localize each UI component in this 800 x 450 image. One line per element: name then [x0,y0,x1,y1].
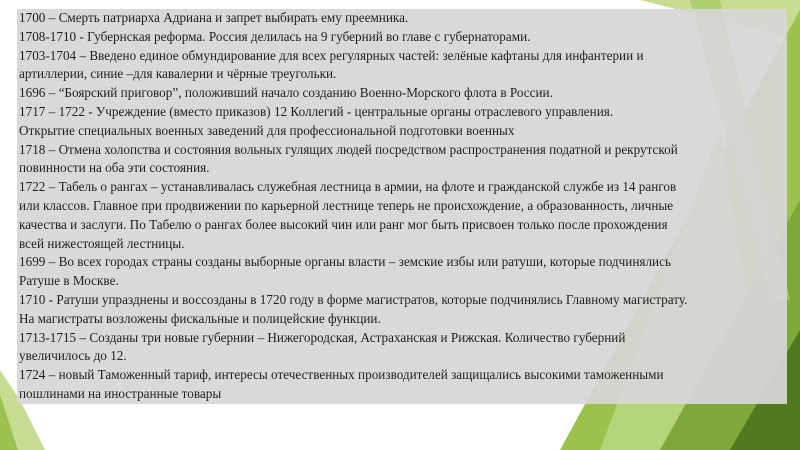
text-line: 1696 – “Боярский приговор”, положивший начало созданию Военно-Морского флота в России. [19,85,553,101]
text-line: артиллерии, синие –для кавалерии и чёрные треугольки. [19,66,337,82]
text-line: Ратуше в Москве. [19,273,119,289]
text-line: или классов. Главное при продвижении по карьерной лестнице теперь не происхождение, а образованность, личные [19,197,674,213]
text-line: всей нижестоящей лестницы. [19,235,185,251]
text-line: качества и заслуги. По Табелю о рангах более высокий чин или ранг мог быть присвоен только после прохождения [19,216,668,232]
text-line: 1717 – 1722 - Учреждение (вместо приказов) 12 Коллегий - центральные органы отраслевого управления. [19,103,614,119]
text-line: 1703-1704 – Введено единое обмундирование для всех регулярных частей: зелёные кафтаны для инфантерии и [19,47,644,63]
text-line: 1713-1715 – Созданы три новые губернии – Нижегородская, Астраханская и Рижская. Количество губерний [19,329,626,345]
text-line: пошлинами на иностранные товары [19,385,222,401]
text-line: 1708-1710 - Губернская реформа. Россия делилась на 9 губерний во главе с губернаторами. [19,28,531,44]
text-line: 1700 – Смерть патриарха Адриана и запрет выбирать ему преемника. [19,10,409,25]
text-line: 1724 – новый Таможенный тариф, интересы отечественных производителей защищались высокими таможенными [19,367,664,383]
text-box [17,9,787,404]
text-line: повинности на оба эти состояния. [19,160,210,176]
text-line: 1699 – Во всех городах страны созданы выборные органы власти – земские избы или ратуши, которые подчинялись [19,254,671,270]
text-line: На магистраты возложены фискальные и полицейские функции. [19,310,381,326]
text-line: 1710 - Ратуши упразднены и воссозданы в 1720 году в форме магистратов, которые подчинялись Главному магистрату. [19,291,688,307]
text-line: увеличилось до 12. [19,348,127,364]
text-line: Открытие специальных военных заведений для профессиональной подготовки военных [19,122,515,138]
text-line: 1722 – Табель о рангах – устанавливалась служебная лестница в армии, на флоте и гражданской службе из 14 рангов [19,179,677,195]
text-line: 1718 – Отмена холопства и состояния вольных гулящих людей посредством распространения податной и рекрутской [19,141,678,157]
